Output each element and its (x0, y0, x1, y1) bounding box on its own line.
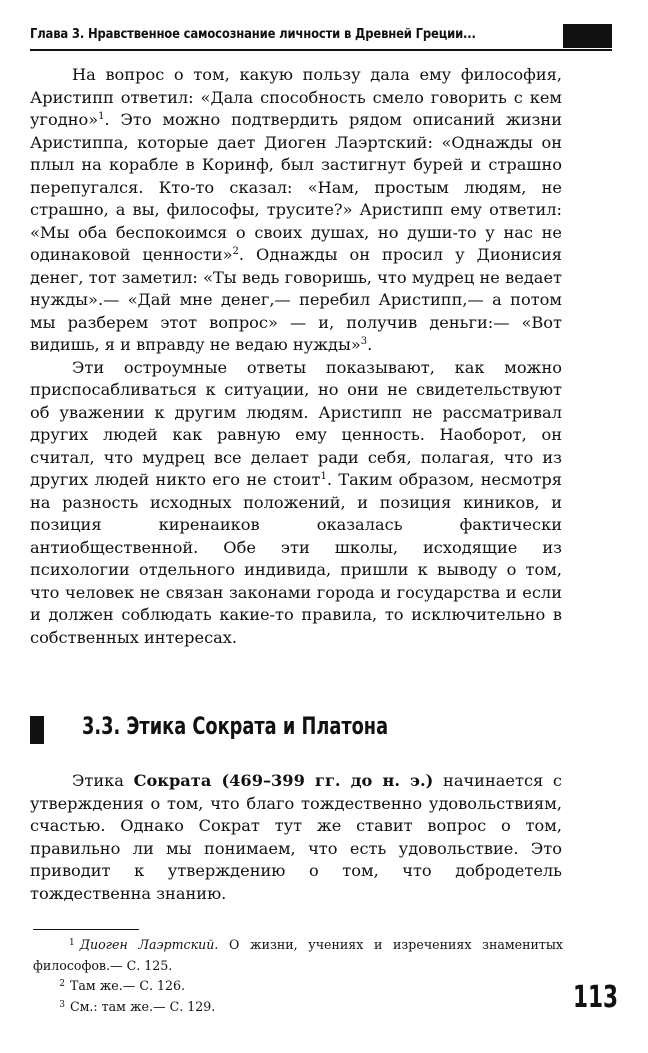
footnote-ref: 1 (320, 471, 327, 482)
footnotes (33, 935, 563, 1017)
body-text (30, 64, 562, 649)
paragraph-text: На вопрос о том, какую пользу дала ему философия, Аристипп ответил: «Дала способность смело говорить с кем угодно» (30, 65, 562, 129)
paragraph-2 (30, 357, 562, 650)
paragraph-3 (30, 770, 562, 905)
emphasis-text: Сократа (469–399 гг. до н. э.) (133, 771, 434, 790)
paragraph-text: Этика (72, 771, 134, 790)
paragraph-text: . (367, 335, 373, 354)
footnote-text: См.: там же.— С. 129. (70, 998, 216, 1014)
footnote-2: 2 Там же.— С. 126. (59, 978, 186, 993)
footnote-author: Диоген Лаэртский. (79, 937, 219, 952)
paragraph-text: Эти остроумные ответы показывают, как можно приспосабливаться к ситуации, но они не свидетельствуют об уважении к другим людям. Аристипп не рассматривал других людей как равную ему ценность. Наоборот, он считал, что мудрец все делает ради себя, полагая, что из других людей никто его не стоит (30, 357, 562, 489)
section-heading (30, 712, 530, 744)
section-marker (30, 716, 44, 744)
footnote-text: Там же.— С. 126. (70, 978, 186, 993)
paragraph-text: . Это можно подтвердить рядом описаний жизни Аристиппа, которые дает Диоген Лаэртский: «Однажды он плыл на корабле в Коринф, был застигнут бурей и страшно перепугался. Кто-то сказал: «Нам, простым людям, не страшно, а вы, философы, трусите?» Аристипп ему ответил: «Мы оба беспокоимся о своих душах, но души-то у нас не одинаковой ценности» (30, 110, 562, 264)
footnote-ref: 3 (360, 336, 368, 347)
paragraph-text: . Однажды он просил у Дионисия денег, тот заметил: «Ты ведь говоришь, что мудрец не ведает нужды».— «Дай мне денег,— перебил Аристипп,— а потом мы разберем этот вопрос» — и, получив деньги:— «Вот видишь, я и вправду не ведаю нужды» (30, 245, 562, 354)
section-title: 3.3. Этика Сократа и Платона (82, 712, 389, 740)
footnote-3: 3 См.: там же.— С. 129. (59, 998, 216, 1014)
paragraph-text: . Таким образом, несмотря на разность исходных положений, и позиция киников, и позиция киренаиков оказалась фактически антиобщественной. Обе эти школы, исходящие из психологии отдельного индивида, пришли к выводу о том, что человек не связан законами города и государства и если и должен соблюдать какие-то правила, то исключительно в собственных интересах. (30, 470, 562, 647)
running-head-bar (563, 24, 612, 48)
section-body (30, 770, 562, 905)
running-head (30, 24, 612, 50)
page-number: 113 (573, 980, 619, 1015)
paragraph-1 (30, 64, 562, 357)
running-head-rule (30, 49, 612, 51)
running-head-title: Глава 3. Нравственное самосознание личности в Древней Греции... (30, 26, 476, 42)
footnote-rule (33, 929, 139, 930)
footnote-ref: 1 (98, 111, 105, 122)
footnote-1: 1 Диоген Лаэртский. О жизни, учениях и изречениях знаменитых философов.— С. 125. (33, 937, 563, 973)
paragraph-text: начинается с утверждения о том, что благо тождественно удовольствиям, счастью. Однако Сократ тут же ставит вопрос о том, правильно ли мы понимаем, что есть удовольствие. Это приводит к утверждению о том, что добродетель тождественна знанию. (30, 771, 562, 903)
footnote-text: О жизни, учениях и изречениях знаменитых философов.— С. 125. (33, 937, 563, 973)
footnote-ref: 2 (232, 246, 239, 257)
